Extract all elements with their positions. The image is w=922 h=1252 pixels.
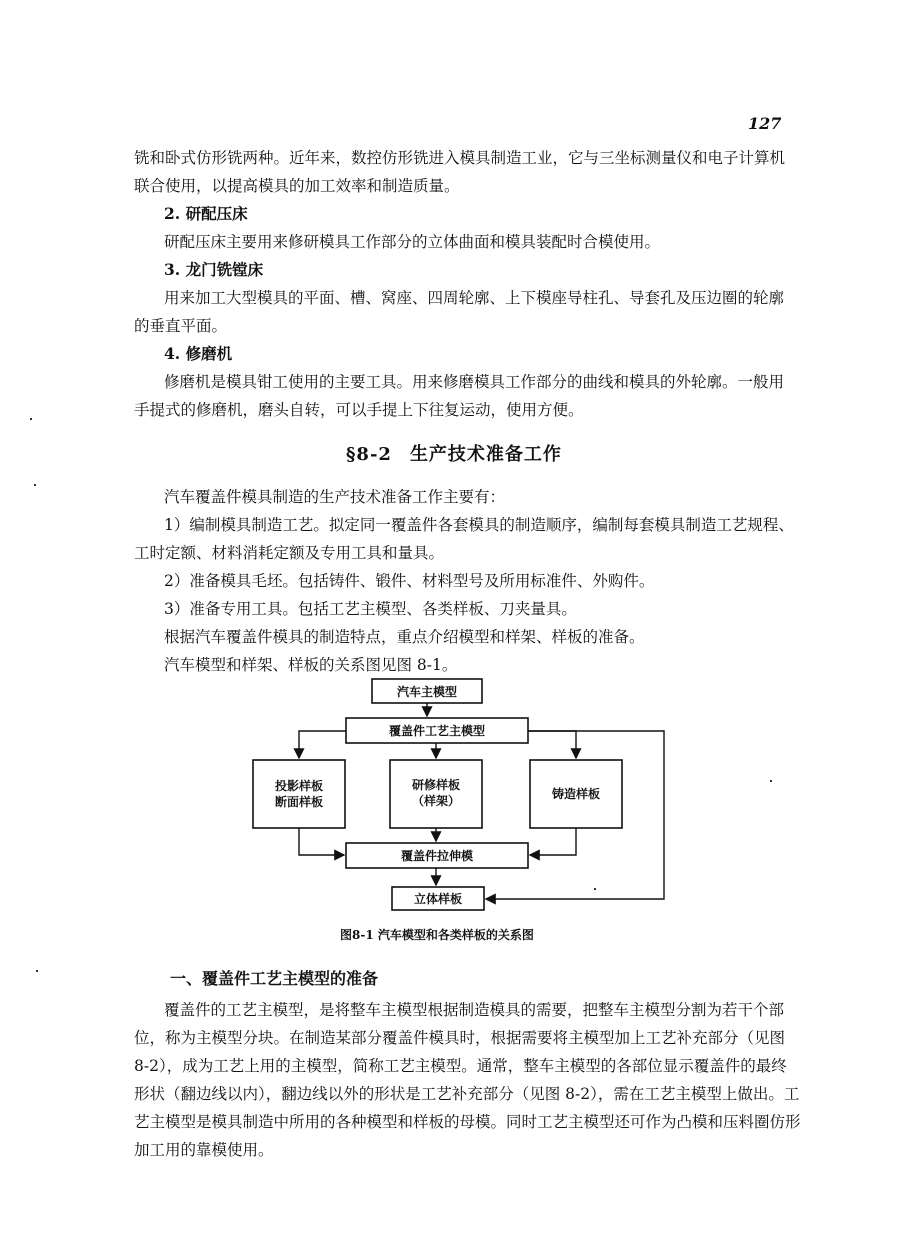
scan-speck xyxy=(34,484,36,486)
paragraph: 修磨机是模具钳工使用的主要工具。用来修磨模具工作部分的曲线和模具的外轮廓。一般用手提式的修磨机，磨头自转，可以手提上下往复运动，使用方便。 xyxy=(134,373,785,419)
figure-caption: 图8-1 汽车模型和各类样板的关系图 xyxy=(340,928,534,942)
paragraph: 汽车模型和样架、样板的关系图见图 8-1。 xyxy=(164,656,458,674)
page-number: 127 xyxy=(748,114,782,133)
paragraph: 用来加工大型模具的平面、槽、窝座、四周轮廓、上下模座导柱孔、导套孔及压边圈的轮廓的垂直平面。 xyxy=(134,289,785,335)
process-model-label: 覆盖件工艺主模型 xyxy=(388,724,486,738)
section-title: 生产技术准备工作 xyxy=(409,444,562,465)
connector-arrow xyxy=(299,731,346,758)
subheading: 一、覆盖件工艺主模型的准备 xyxy=(170,969,379,988)
item-heading: 2. 研配压床 xyxy=(164,204,248,223)
paragraph: 汽车覆盖件模具制造的生产技术准备工作主要有： xyxy=(164,488,506,506)
connector-arrow xyxy=(530,828,576,855)
section-number: §8-2 xyxy=(346,444,392,465)
research-template-label-2: （样架） xyxy=(411,794,461,808)
scan-speck xyxy=(594,888,596,890)
stretch-die-label: 覆盖件拉伸模 xyxy=(400,849,474,863)
projection-template-label-2: 断面样板 xyxy=(274,795,324,809)
item-heading: 4. 修磨机 xyxy=(164,344,233,363)
paragraph: 覆盖件的工艺主模型，是将整车主模型根据制造模具的需要，把整车主模型分割为若干个部位，称为主模型分块。在制造某部分覆盖件模具时，根据需要将主模型加上工艺补充部分（见图 8-2），成为工艺上用的主模型，简称工艺主模型。通常，整车主模型的各部位显示覆盖件的最终形状（翻边线以内），翻边线以外的形状是工艺补充部分（见图 8-2），需在工艺主模型上做出。工艺主模型是模具制造中所用的各种模型和样板的母模。同时工艺主模型还可作为凸模和压料圈仿形加工用的靠模使用。 xyxy=(134,1001,801,1159)
connector-arrow xyxy=(299,828,344,855)
projection-template-box xyxy=(253,760,345,828)
list-item: 1）编制模具制造工艺。拟定同一覆盖件各套模具的制造顺序，编制每套模具制造工艺规程、工时定额、材料消耗定额及专用工具和量具。 xyxy=(134,516,794,562)
master-model-label: 汽车主模型 xyxy=(396,685,458,699)
scan-speck xyxy=(770,780,772,782)
solid-template-label: 立体样板 xyxy=(413,892,463,906)
section-body xyxy=(134,996,802,1164)
connector-arrow xyxy=(528,731,576,758)
paragraph: 根据汽车覆盖件模具的制造特点，重点介绍模型和样架、样板的准备。 xyxy=(164,628,645,646)
research-template-label-1: 研修样板 xyxy=(411,778,461,792)
item-heading: 3. 龙门铣镗床 xyxy=(164,260,264,279)
paragraph: 铣和卧式仿形铣两种。近年来，数控仿形铣进入模具制造工业，它与三坐标测量仪和电子计算机联合使用，以提高模具的加工效率和制造质量。 xyxy=(134,149,786,195)
paragraph: 研配压床主要用来修研模具工作部分的立体曲面和模具装配时合模使用。 xyxy=(164,233,661,251)
scan-speck xyxy=(36,970,38,972)
list-item: 3）准备专用工具。包括工艺主模型、各类样板、刀夹量具。 xyxy=(164,600,577,618)
casting-template-label: 铸造样板 xyxy=(551,787,601,801)
projection-template-label-1: 投影样板 xyxy=(274,779,324,793)
scan-speck xyxy=(30,418,32,420)
list-item: 2）准备模具毛坯。包括铸件、锻件、材料型号及所用标准件、外购件。 xyxy=(164,572,655,590)
